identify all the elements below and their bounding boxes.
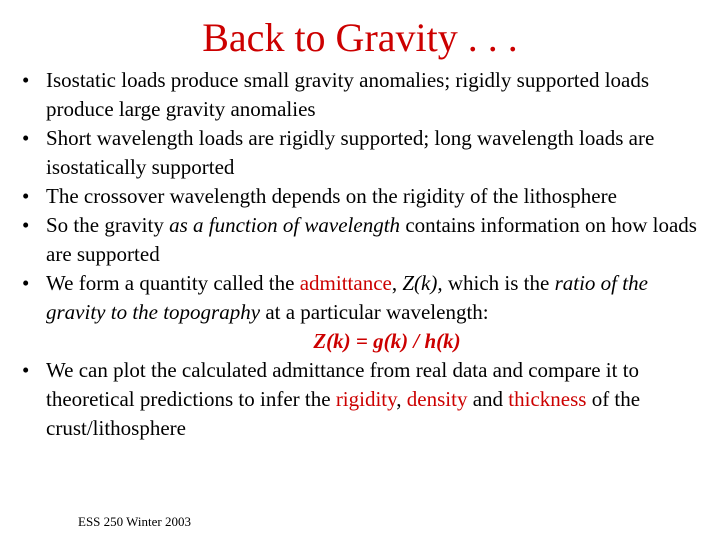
bullet-text: Isostatic loads produce small gravity anomalies; rigidly supported loads produce large gravity anomalies — [46, 68, 650, 121]
bullet-marker: • — [22, 126, 30, 150]
bullet-text: So the gravity — [46, 213, 170, 237]
slide-title: Back to Gravity . . . — [202, 15, 518, 60]
bullet-text: We can plot the calculated admittance from real data and compare it to theoretical predictions to infer the — [46, 358, 640, 411]
bullet-marker: • — [22, 358, 30, 382]
bullet-text: and — [467, 387, 509, 411]
bullet-text: at a particular wavelength: — [260, 300, 489, 324]
term-thickness: thickness — [508, 387, 587, 411]
bullet-item — [20, 211, 710, 269]
bullet-text: We form a quantity called the — [46, 271, 300, 295]
emphasis-text: ratio of the gravity to the topography — [46, 271, 648, 324]
slide-footer: ESS 250 Winter 2003 — [78, 514, 191, 529]
bullet-text: , — [396, 387, 407, 411]
bullet-marker: • — [22, 271, 30, 295]
bullet-list — [20, 66, 710, 443]
bullet-item — [20, 356, 710, 443]
bullet-marker: • — [22, 213, 30, 237]
bullet-item — [20, 66, 710, 124]
bullet-text: of the crust/lithosphere — [46, 387, 641, 440]
symbol-zk: Z(k), — [402, 271, 443, 295]
term-admittance: admittance — [299, 271, 392, 295]
admittance-formula: Z(k) = g(k) / h(k) — [313, 329, 461, 353]
bullet-text: which is the — [442, 271, 555, 295]
bullet-item — [20, 269, 710, 356]
term-rigidity: rigidity — [335, 387, 397, 411]
bullet-item — [20, 182, 710, 211]
bullet-text: Short wavelength loads are rigidly supported; long wavelength loads are isostatically supported — [46, 126, 655, 179]
bullet-text: contains information on how loads are supported — [46, 213, 697, 266]
bullet-item — [20, 124, 710, 182]
bullet-text: The crossover wavelength depends on the rigidity of the lithosphere — [46, 184, 617, 208]
bullet-text: , — [391, 271, 403, 295]
bullet-marker: • — [22, 184, 30, 208]
bullet-marker: • — [22, 68, 30, 92]
term-density: density — [406, 387, 468, 411]
emphasis-text: as a function of wavelength — [169, 213, 401, 237]
